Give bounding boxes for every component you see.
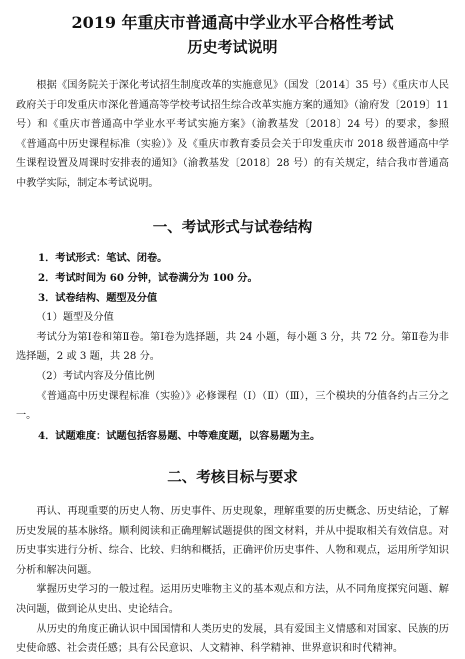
document-subtitle: 历史考试说明 (187, 38, 278, 56)
question-types-paragraph: 考试分为第Ⅰ卷和第Ⅱ卷。第Ⅰ卷为选择题，共 24 小题，每小题 3 分，共 72 分。第Ⅱ卷为非选择题，2 或 3 题，共 28 分。 (16, 331, 449, 363)
intro-paragraph: 根据《国务院关于深化考试招生制度改革的实施意见》（国发〔2014〕35 号）《重庆市人民政府关于印发重庆市深化普通高等学校考试招生综合改革实施方案的通知》（渝府发〔2019〕11 号）和《重庆市普通高中学业水平考试实施方案》（渝教基发〔2018〕24 号）的要求，参照《普通高中历史课程标准（实验）》及《重庆市教育委员会关于印发重庆市 2018 级普通高中学生课程设置及周课时安排表的通知》（渝教基发〔2018〕28 号）的有关规定，结合我市普通高中教学实际，制定本考试说明。 (16, 80, 449, 189)
content-ratio-subheading: （2）考试内容及分值比例 (36, 370, 155, 382)
paper-structure-item: 3．试卷结构、题型及分值 (38, 291, 158, 304)
section-heading-exam-format: 一、考试形式与试卷结构 (152, 218, 313, 236)
objectives-paragraph-3: 从历史的角度正确认识中国国情和人类历史的发展，具有爱国主义情感和对国家、民族的历史使命感、社会责任感；具有公民意识、人文精神、科学精神、世界意识和时代精神。 (16, 623, 449, 655)
section-heading-objectives: 二、考核目标与要求 (167, 468, 298, 486)
content-ratio-paragraph: 《普通高中历史课程标准（实验）》必修课程（Ⅰ）（Ⅱ）（Ⅲ），三个模块的分值各约占三分之一。 (16, 390, 449, 422)
difficulty-item: 4．试题难度：试题包括容易题、中等难度题，以容易题为主。 (38, 429, 321, 442)
exam-form-item: 1．考试形式：笔试、闭卷。 (38, 251, 168, 264)
question-types-subheading: （1）题型及分值 (36, 311, 114, 323)
document-title: 2019 年重庆市普通高中学业水平合格性考试 (71, 13, 394, 32)
objectives-paragraph-2: 掌握历史学习的一般过程。运用历史唯物主义的基本观点和方法，从不同角度探究问题、解决问题，做到论从史出、史论结合。 (16, 584, 449, 615)
objectives-paragraph-1: 再认、再现重要的历史人物、历史事件、历史现象，理解重要的历史概念、历史结论，了解历史发展的基本脉络。顺利阅读和正确理解试题提供的图文材料，并从中提取相关有效信息。对历史事实进行分析、综合、比较、归纳和概括，正确评价历史事件、人物和观点，运用所学知识分析和解决问题。 (16, 505, 449, 576)
exam-time-item: 2．考试时间为 60 分钟，试卷满分为 100 分。 (38, 271, 258, 284)
